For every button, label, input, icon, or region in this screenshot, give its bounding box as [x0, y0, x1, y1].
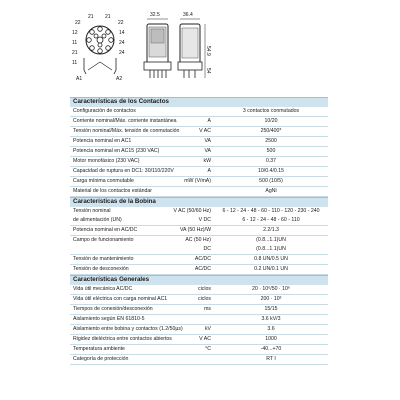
table-row	[70, 315, 328, 325]
section-header-coil: Características de la Bobina	[70, 197, 328, 207]
table-row	[70, 236, 328, 245]
row-unit: mW (V/mA)	[184, 177, 211, 184]
pin-label: 11	[72, 60, 78, 66]
table-row	[70, 265, 328, 275]
pin-label: 21	[72, 50, 78, 56]
row-value: 2.2/1.3	[263, 226, 279, 233]
table-row	[70, 107, 328, 117]
row-value: 10/0.4/0.15	[258, 167, 284, 174]
relay-side-view	[178, 12, 211, 78]
row-value: 1000	[265, 335, 277, 342]
row-value: 500	[266, 147, 276, 154]
pin-label: 22	[75, 20, 81, 26]
pin-label: 21	[105, 14, 111, 20]
row-label: Potencia nominal en AC1	[73, 137, 132, 144]
row-label: Campo de funcionamiento	[73, 236, 134, 243]
row-label: Tensión de desconexión	[73, 265, 129, 272]
table-row	[70, 355, 328, 365]
row-label: Tiempos de conexión/desconexión	[73, 305, 153, 312]
section-header-contacts: Características de los Contactos	[70, 97, 328, 107]
dimension-depth: 36.4	[183, 12, 193, 18]
row-label: Configuración de contactos	[73, 107, 136, 114]
table-row	[70, 345, 328, 355]
table-row	[70, 127, 328, 137]
row-unit: DC	[203, 245, 211, 252]
row-value: 10/20	[264, 117, 278, 124]
table-row	[70, 325, 328, 335]
row-label: Potencia nominal en AC/DC	[73, 226, 138, 233]
row-unit: V AC (50/60 Hz)	[173, 207, 211, 214]
row-label: Vida útil mecánica AC/DC	[73, 285, 133, 292]
relay-front-view	[144, 12, 171, 78]
table-row	[70, 147, 328, 157]
row-label: Capacidad de ruptura en DC1: 30/110/220V	[73, 167, 174, 174]
row-value: 3.6 kV/3	[261, 315, 281, 322]
pin-label: 12	[72, 30, 78, 36]
section-header-general: Características Generales	[70, 275, 328, 285]
row-value: 3.6	[267, 325, 275, 332]
table-row	[70, 157, 328, 167]
row-value: 6 - 12 - 24 - 48 - 60 - 110 - 120 - 230 - 240	[222, 207, 320, 214]
row-value: 500 (10/5)	[259, 177, 283, 184]
row-value: 0.37	[265, 157, 277, 164]
row-value: 2500	[265, 137, 277, 144]
row-unit: V DC	[198, 216, 211, 223]
row-unit: VA	[204, 147, 211, 154]
table-row	[70, 117, 328, 127]
table-row	[70, 245, 328, 255]
row-value: 250/400*	[260, 127, 282, 134]
row-unit: ciclos	[198, 295, 211, 302]
pin-diagram	[72, 14, 125, 82]
table-row	[70, 137, 328, 147]
row-label: Aislamiento entre bobina y contactos (1.2/50µs)	[73, 325, 183, 332]
row-value: AgNi	[265, 187, 277, 194]
row-label: Potencia nominal en AC15 (230 VAC)	[73, 147, 160, 154]
row-unit: V AC	[199, 127, 211, 134]
table-row	[70, 226, 328, 236]
table-row	[70, 167, 328, 177]
row-value: -40...+70	[260, 345, 282, 352]
dimension-width: 32.5	[150, 12, 160, 18]
row-unit: AC (50 Hz)	[185, 236, 211, 243]
row-value: 3 contactos conmutados	[242, 107, 300, 114]
pin-label: 22	[118, 20, 124, 26]
row-label: Tensión nominal/Máx. tensión de conmutación	[73, 127, 180, 134]
row-label: Categoría de protección	[73, 355, 129, 362]
table-row	[70, 335, 328, 345]
row-label: Material de los contactos estándar	[73, 187, 153, 194]
table-row	[70, 285, 328, 295]
technical-drawings	[0, 0, 400, 92]
row-value: (0.8...1.1)UN	[256, 245, 286, 252]
row-value: (0.8...1.1)UN	[256, 236, 286, 243]
pin-label: 11	[72, 40, 78, 46]
row-label: Rigidez dieléctrica entre contactos abiertos	[73, 335, 172, 342]
pin-label: A2	[116, 76, 123, 82]
row-value: 0.8 UN/0.5 UN	[254, 255, 288, 262]
pin-label: 14	[119, 30, 125, 36]
row-value: 20 · 10⁶/50 · 10⁶	[251, 285, 290, 292]
row-value: 15/15	[264, 305, 278, 312]
row-label: Corriente nominal/Máx. corriente instantánea	[73, 117, 177, 124]
row-label: de alimentación (UN)	[73, 216, 122, 223]
row-label: Motor monofásico (230 VAC)	[73, 157, 140, 164]
row-value: 6 - 12 - 24 - 48 - 60 - 110	[242, 216, 300, 223]
table-row	[70, 216, 328, 226]
pin-label: 24	[119, 40, 125, 46]
table-row	[70, 305, 328, 315]
pin-label: 24	[119, 50, 125, 56]
row-unit: A	[207, 167, 211, 174]
row-label: Temperatura ambiente	[73, 345, 125, 352]
row-label: Vida útil eléctrica con carga nominal AC1	[73, 295, 168, 302]
specifications-table	[70, 97, 328, 365]
pin-label: 21	[88, 14, 94, 20]
row-unit: °C	[205, 345, 211, 352]
table-row	[70, 295, 328, 305]
row-label: Carga mínima conmutable	[73, 177, 134, 184]
row-unit: VA (50 Hz)/W	[179, 226, 211, 233]
row-unit: VA	[204, 137, 211, 144]
row-unit: A	[207, 117, 211, 124]
dimension-height: 54.9	[205, 46, 211, 56]
pin-label: A1	[76, 76, 83, 82]
row-unit: kW	[203, 157, 211, 164]
row-unit: V AC	[199, 335, 211, 342]
dimension-body-height: 54	[205, 68, 211, 74]
row-unit: AC/DC	[194, 255, 211, 262]
table-row	[70, 207, 328, 216]
row-unit: AC/DC	[194, 265, 211, 272]
row-unit: ms	[204, 305, 211, 312]
table-row	[70, 255, 328, 265]
row-value: 200 · 10³	[260, 295, 282, 302]
row-label: Tensión de mantenimiento	[73, 255, 134, 262]
row-value: 0.2 UN/0.1 UN	[254, 265, 288, 272]
row-value: RT I	[266, 355, 276, 362]
row-unit: ciclos	[198, 285, 211, 292]
row-unit: kV	[204, 325, 211, 332]
row-label: Aislamiento según EN 61810-5	[73, 315, 145, 322]
table-row	[70, 177, 328, 187]
table-row	[70, 187, 328, 197]
row-label: Tensión nominal	[73, 207, 111, 214]
